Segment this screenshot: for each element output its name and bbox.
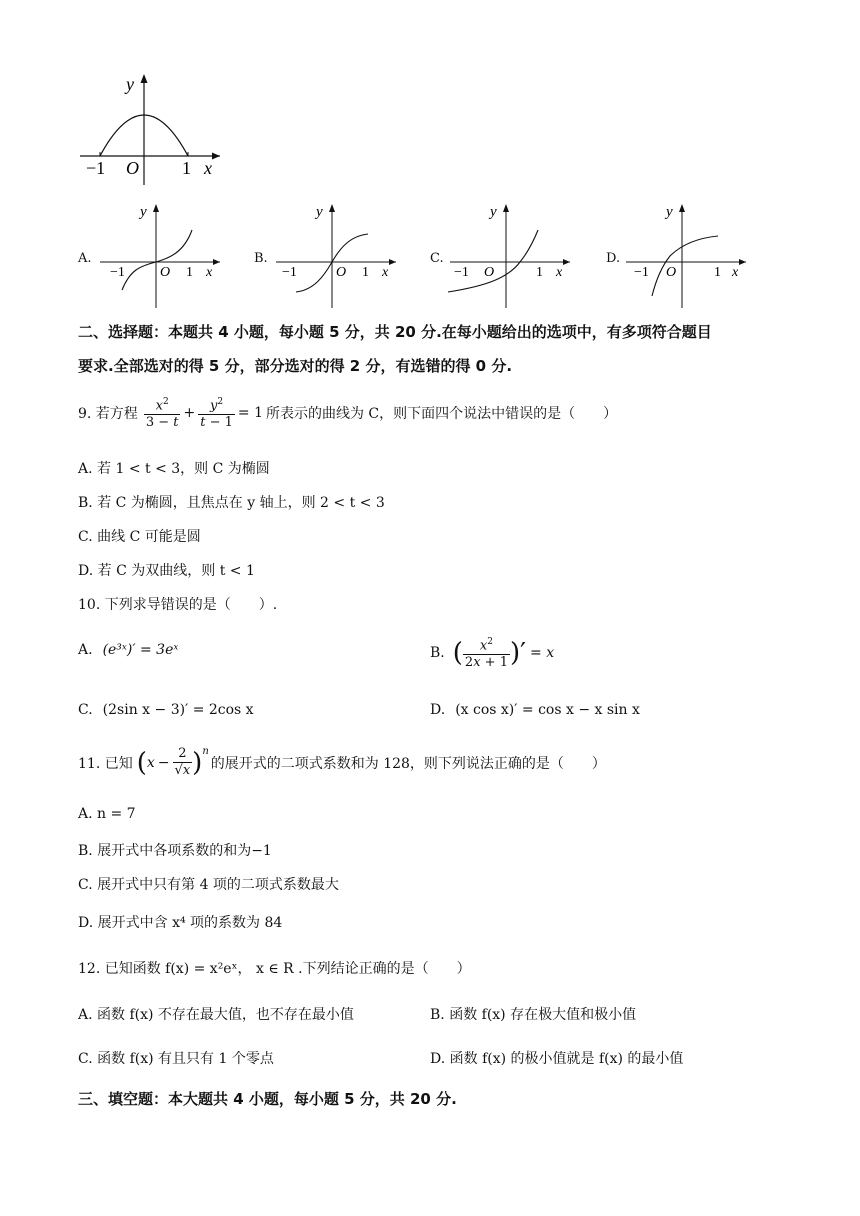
main-graph-origin: O — [126, 158, 139, 178]
svg-text:−1: −1 — [634, 265, 649, 280]
svg-text:−1: −1 — [454, 265, 469, 280]
svg-text:O: O — [160, 265, 171, 280]
svg-text:x: x — [732, 265, 739, 280]
q10-option-b[interactable]: B. ( $\frac{x^2}{2x + 1}$ )′ = x — [430, 634, 554, 671]
option-a-graph[interactable] — [96, 200, 226, 310]
q12-option-c[interactable]: C. 函数 f(x) 有且只有 1 个零点 — [78, 1051, 274, 1067]
q11-option-a[interactable]: A. n = 7 — [78, 806, 136, 822]
q9-option-c[interactable]: C. 曲线 C 可能是圆 — [78, 529, 201, 545]
option-d-graph[interactable] — [622, 200, 752, 310]
section2-line2: 要求.全部选对的得 5 分，部分选对的得 2 分，有选错的得 0 分. — [78, 357, 513, 375]
svg-text:x: x — [382, 265, 389, 280]
q9-suffix: 所表示的曲线为 C，则下面四个说法中错误的是（ ） — [265, 405, 618, 422]
svg-text:1: 1 — [362, 265, 369, 280]
option-d-label: D. — [606, 251, 621, 266]
q10-option-d[interactable]: D. (x cos x)′ = cos x − x sin x — [430, 702, 640, 718]
q10-option-a[interactable]: A. (e³ˣ)′ = 3eˣ — [78, 642, 179, 658]
option-b-label: B. — [254, 251, 268, 266]
svg-text:y: y — [140, 204, 147, 220]
q11-stem: 11. 已知 ( x − $\frac{2}{√x}$ ) $^n$ 的展开式的二项式系数和为 128，则下列说法正确的是（ ） — [78, 746, 606, 778]
option-c-graph[interactable] — [446, 200, 576, 310]
q9-frac-1: $\frac{x^2}{3 - t}$ — [144, 394, 181, 431]
q11-option-b[interactable]: B. 展开式中各项系数的和为−1 — [78, 843, 272, 859]
q10-option-c[interactable]: C. (2sin x − 3)′ = 2cos x — [78, 702, 254, 718]
q9-option-d[interactable]: D. 若 C 为双曲线，则 t < 1 — [78, 563, 255, 579]
q12-stem: 12. 已知函数 f(x) = x²eˣ， x ∈ R .下列结论正确的是（ ） — [78, 961, 471, 977]
q11-prefix: 11. 已知 — [78, 755, 133, 772]
svg-text:O: O — [666, 265, 677, 280]
q11-frac: $\frac{2}{√x}$ — [174, 746, 191, 778]
svg-text:1: 1 — [186, 265, 193, 280]
q9-stem: 9. 若方程 $\frac{x^2}{3 - t}$ + $\frac{y^2}{t - 1}$ = 1 所表示的曲线为 C，则下面四个说法中错误的是（ ） — [78, 394, 617, 431]
q11-suffix: 的展开式的二项式系数和为 128，则下列说法正确的是（ ） — [210, 755, 606, 772]
q9-option-b[interactable]: B. 若 C 为椭圆，且焦点在 y 轴上，则 2 < t < 3 — [78, 495, 385, 511]
q12-option-a[interactable]: A. 函数 f(x) 不存在最大值，也不存在最小值 — [78, 1007, 354, 1023]
section2-line1: 二、选择题：本题共 4 小题，每小题 5 分，共 20 分.在每小题给出的选项中，有多项符合题目 — [78, 323, 712, 341]
option-c-label: C. — [430, 251, 444, 266]
main-graph-pos1: 1 — [182, 158, 191, 178]
q12-option-b[interactable]: B. 函数 f(x) 存在极大值和极小值 — [430, 1007, 637, 1023]
q11-option-d[interactable]: D. 展开式中含 x⁴ 项的系数为 84 — [78, 915, 283, 931]
q9-option-a[interactable]: A. 若 1 < t < 3，则 C 为椭圆 — [78, 461, 270, 477]
svg-text:−1: −1 — [110, 265, 125, 280]
q9-prefix: 9. 若方程 — [78, 405, 138, 422]
section3-line1: 三、填空题：本大题共 4 小题，每小题 5 分，共 20 分. — [78, 1090, 457, 1108]
main-graph-x-label: x — [204, 158, 212, 178]
main-graph — [70, 70, 230, 185]
option-b-graph[interactable] — [272, 200, 402, 310]
svg-text:y: y — [316, 204, 323, 220]
q11-option-c[interactable]: C. 展开式中只有第 4 项的二项式系数最大 — [78, 877, 339, 893]
main-graph-neg1: −1 — [86, 158, 106, 178]
option-a-label: A. — [78, 251, 92, 266]
svg-text:O: O — [484, 265, 495, 280]
q9-frac-2: $\frac{y^2}{t - 1}$ — [198, 394, 235, 431]
svg-text:1: 1 — [714, 265, 721, 280]
svg-text:y: y — [490, 204, 497, 220]
svg-text:x: x — [556, 265, 563, 280]
main-graph-y-label: y — [126, 74, 134, 94]
q10-b-frac: $\frac{x^2}{2x + 1}$ — [463, 634, 510, 671]
q12-option-d[interactable]: D. 函数 f(x) 的极小值就是 f(x) 的最小值 — [430, 1051, 684, 1067]
svg-text:x: x — [206, 265, 213, 280]
svg-text:1: 1 — [536, 265, 543, 280]
svg-text:−1: −1 — [282, 265, 297, 280]
svg-text:y: y — [666, 204, 673, 220]
q10-stem: 10. 下列求导错误的是（ ）. — [78, 597, 278, 613]
svg-text:O: O — [336, 265, 347, 280]
